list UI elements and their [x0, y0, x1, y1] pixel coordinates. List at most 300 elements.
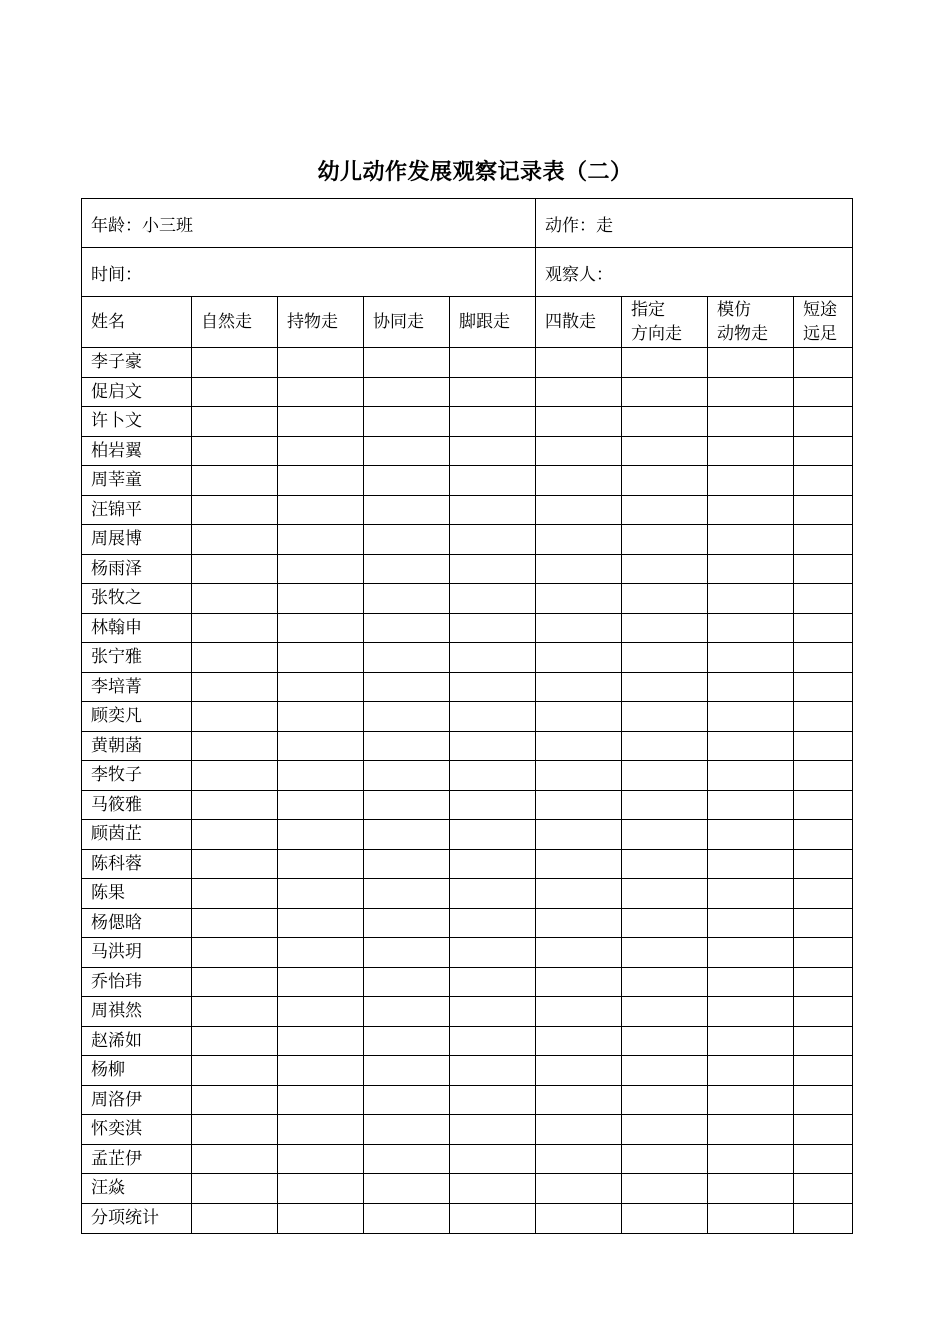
record-cell[interactable]	[708, 702, 794, 732]
record-cell[interactable]	[536, 584, 622, 614]
record-cell[interactable]	[622, 702, 708, 732]
record-cell[interactable]	[364, 495, 450, 525]
record-cell[interactable]	[794, 436, 853, 466]
student-name: 顾茵芷	[82, 820, 192, 850]
record-cell[interactable]	[708, 1144, 794, 1174]
summary-cell[interactable]	[536, 1203, 622, 1233]
record-cell[interactable]	[708, 1026, 794, 1056]
table-row	[82, 672, 853, 702]
record-cell[interactable]	[536, 1144, 622, 1174]
record-cell[interactable]	[192, 525, 278, 555]
record-cell[interactable]	[536, 849, 622, 879]
table-row	[82, 1026, 853, 1056]
record-cell[interactable]	[278, 672, 364, 702]
record-cell[interactable]	[794, 1144, 853, 1174]
record-cell[interactable]	[278, 849, 364, 879]
record-cell[interactable]	[794, 997, 853, 1027]
header-directed-walk-line-1: 指定	[631, 300, 666, 320]
record-cell[interactable]	[450, 1085, 536, 1115]
record-cell[interactable]	[278, 584, 364, 614]
record-cell[interactable]	[192, 1085, 278, 1115]
record-cell[interactable]	[450, 466, 536, 496]
record-cell[interactable]	[364, 908, 450, 938]
table-row	[82, 643, 853, 673]
record-cell[interactable]	[536, 377, 622, 407]
record-cell[interactable]	[364, 466, 450, 496]
record-cell[interactable]	[278, 731, 364, 761]
student-name: 汪焱	[82, 1174, 192, 1204]
record-cell[interactable]	[536, 908, 622, 938]
record-cell[interactable]	[794, 790, 853, 820]
record-cell[interactable]	[622, 643, 708, 673]
student-name: 马洪玥	[82, 938, 192, 968]
record-cell[interactable]	[622, 908, 708, 938]
record-cell[interactable]	[364, 790, 450, 820]
record-cell[interactable]	[450, 967, 536, 997]
table-row	[82, 997, 853, 1027]
record-cell[interactable]	[364, 849, 450, 879]
student-name: 周祺然	[82, 997, 192, 1027]
record-cell[interactable]	[536, 997, 622, 1027]
record-cell[interactable]	[450, 407, 536, 437]
record-cell[interactable]	[708, 348, 794, 378]
record-cell[interactable]	[622, 672, 708, 702]
record-cell[interactable]	[622, 1174, 708, 1204]
record-cell[interactable]	[364, 702, 450, 732]
record-cell[interactable]	[622, 997, 708, 1027]
record-cell[interactable]	[450, 702, 536, 732]
record-cell[interactable]	[450, 584, 536, 614]
record-cell[interactable]	[364, 584, 450, 614]
record-cell[interactable]	[450, 1115, 536, 1145]
record-cell[interactable]	[622, 525, 708, 555]
record-cell[interactable]	[622, 613, 708, 643]
record-cell[interactable]	[536, 672, 622, 702]
record-cell[interactable]	[278, 554, 364, 584]
record-cell[interactable]	[364, 672, 450, 702]
record-cell[interactable]	[708, 820, 794, 850]
record-cell[interactable]	[622, 938, 708, 968]
record-cell[interactable]	[278, 495, 364, 525]
record-cell[interactable]	[708, 997, 794, 1027]
record-cell[interactable]	[622, 1085, 708, 1115]
record-cell[interactable]	[708, 436, 794, 466]
record-cell[interactable]	[536, 525, 622, 555]
record-cell[interactable]	[450, 672, 536, 702]
record-cell[interactable]	[450, 761, 536, 791]
record-cell[interactable]	[708, 849, 794, 879]
observer-cell	[536, 248, 853, 297]
record-cell[interactable]	[794, 1026, 853, 1056]
record-cell[interactable]	[794, 495, 853, 525]
student-name: 乔怡玮	[82, 967, 192, 997]
record-cell[interactable]	[536, 436, 622, 466]
record-cell[interactable]	[536, 1115, 622, 1145]
table-row	[82, 1144, 853, 1174]
record-cell[interactable]	[794, 938, 853, 968]
action-label: 动作：	[545, 215, 597, 236]
record-cell[interactable]	[450, 525, 536, 555]
record-cell[interactable]	[536, 790, 622, 820]
record-cell[interactable]	[278, 436, 364, 466]
record-cell[interactable]	[364, 731, 450, 761]
record-cell[interactable]	[364, 436, 450, 466]
summary-cell[interactable]	[192, 1203, 278, 1233]
page-title: 幼儿动作发展观察记录表（二）	[317, 159, 633, 185]
table-row	[82, 702, 853, 732]
table-row	[82, 1056, 853, 1086]
record-cell[interactable]	[192, 1026, 278, 1056]
record-cell[interactable]	[536, 613, 622, 643]
record-cell[interactable]	[622, 377, 708, 407]
record-cell[interactable]	[192, 790, 278, 820]
record-cell[interactable]	[192, 672, 278, 702]
record-cell[interactable]	[278, 1144, 364, 1174]
record-cell[interactable]	[622, 584, 708, 614]
record-cell[interactable]	[192, 554, 278, 584]
record-cell[interactable]	[622, 790, 708, 820]
record-cell[interactable]	[278, 938, 364, 968]
summary-cell[interactable]	[364, 1203, 450, 1233]
record-cell[interactable]	[278, 466, 364, 496]
record-cell[interactable]	[536, 820, 622, 850]
record-cell[interactable]	[364, 1026, 450, 1056]
record-cell[interactable]	[364, 997, 450, 1027]
student-name: 张宁雅	[82, 643, 192, 673]
table-row	[82, 436, 853, 466]
record-cell[interactable]	[794, 879, 853, 909]
record-cell[interactable]	[536, 731, 622, 761]
record-cell[interactable]	[622, 466, 708, 496]
record-cell[interactable]	[192, 1056, 278, 1086]
record-cell[interactable]	[622, 1026, 708, 1056]
student-name: 赵浠如	[82, 1026, 192, 1056]
record-cell[interactable]	[708, 613, 794, 643]
student-name: 孟芷伊	[82, 1144, 192, 1174]
record-cell[interactable]	[450, 849, 536, 879]
record-cell[interactable]	[450, 731, 536, 761]
record-cell[interactable]	[192, 908, 278, 938]
record-cell[interactable]	[278, 1115, 364, 1145]
summary-cell[interactable]	[708, 1203, 794, 1233]
record-cell[interactable]	[278, 525, 364, 555]
record-cell[interactable]	[192, 643, 278, 673]
record-cell[interactable]	[364, 377, 450, 407]
record-cell[interactable]	[278, 348, 364, 378]
record-cell[interactable]	[192, 938, 278, 968]
summary-cell[interactable]	[278, 1203, 364, 1233]
record-cell[interactable]	[192, 613, 278, 643]
record-cell[interactable]	[450, 790, 536, 820]
record-cell[interactable]	[364, 879, 450, 909]
record-cell[interactable]	[794, 702, 853, 732]
column-header-row	[82, 297, 853, 348]
record-cell[interactable]	[708, 466, 794, 496]
record-cell[interactable]	[536, 879, 622, 909]
table-row	[82, 938, 853, 968]
record-cell[interactable]	[364, 1144, 450, 1174]
record-cell[interactable]	[536, 495, 622, 525]
record-cell[interactable]	[364, 761, 450, 791]
record-cell[interactable]	[708, 938, 794, 968]
record-cell[interactable]	[536, 643, 622, 673]
record-cell[interactable]	[192, 731, 278, 761]
header-carry-walk: 持物走	[278, 297, 364, 348]
record-cell[interactable]	[192, 495, 278, 525]
table-row	[82, 584, 853, 614]
record-cell[interactable]	[794, 820, 853, 850]
record-cell[interactable]	[192, 348, 278, 378]
record-cell[interactable]	[536, 761, 622, 791]
summary-label: 分项统计	[82, 1203, 192, 1233]
record-cell[interactable]	[192, 967, 278, 997]
record-cell[interactable]	[192, 1115, 278, 1145]
record-cell[interactable]	[450, 820, 536, 850]
record-cell[interactable]	[278, 1085, 364, 1115]
record-cell[interactable]	[278, 967, 364, 997]
record-cell[interactable]	[622, 879, 708, 909]
record-cell[interactable]	[794, 967, 853, 997]
table-row	[82, 348, 853, 378]
header-animal-walk-line-1: 模仿	[717, 300, 752, 320]
record-cell[interactable]	[450, 495, 536, 525]
table-row	[82, 731, 853, 761]
record-cell[interactable]	[708, 1174, 794, 1204]
header-animal-walk	[708, 297, 794, 348]
record-cell[interactable]	[364, 643, 450, 673]
student-name: 林翰申	[82, 613, 192, 643]
record-cell[interactable]	[708, 1085, 794, 1115]
record-cell[interactable]	[278, 1174, 364, 1204]
student-name: 周莘童	[82, 466, 192, 496]
age-cell	[82, 199, 536, 248]
record-cell[interactable]	[278, 820, 364, 850]
record-cell[interactable]	[708, 643, 794, 673]
record-cell[interactable]	[622, 967, 708, 997]
record-cell[interactable]	[708, 1056, 794, 1086]
record-cell[interactable]	[450, 938, 536, 968]
record-cell[interactable]	[622, 407, 708, 437]
record-cell[interactable]	[450, 436, 536, 466]
record-cell[interactable]	[708, 525, 794, 555]
table-row	[82, 1174, 853, 1204]
record-cell[interactable]	[794, 525, 853, 555]
record-cell[interactable]	[794, 407, 853, 437]
record-cell[interactable]	[450, 1026, 536, 1056]
summary-cell[interactable]	[622, 1203, 708, 1233]
record-cell[interactable]	[622, 731, 708, 761]
student-name: 李牧子	[82, 761, 192, 791]
record-cell[interactable]	[450, 1174, 536, 1204]
record-cell[interactable]	[278, 407, 364, 437]
record-cell[interactable]	[708, 584, 794, 614]
record-cell[interactable]	[364, 407, 450, 437]
record-cell[interactable]	[794, 908, 853, 938]
record-cell[interactable]	[450, 908, 536, 938]
header-short-hike	[794, 297, 853, 348]
record-cell[interactable]	[536, 1174, 622, 1204]
summary-cell[interactable]	[794, 1203, 853, 1233]
record-cell[interactable]	[192, 879, 278, 909]
record-cell[interactable]	[364, 1174, 450, 1204]
record-cell[interactable]	[192, 466, 278, 496]
record-cell[interactable]	[536, 967, 622, 997]
record-cell[interactable]	[192, 820, 278, 850]
record-cell[interactable]	[536, 1085, 622, 1115]
header-natural-walk: 自然走	[192, 297, 278, 348]
record-cell[interactable]	[192, 584, 278, 614]
record-cell[interactable]	[364, 938, 450, 968]
table-row	[82, 613, 853, 643]
record-cell[interactable]	[794, 1085, 853, 1115]
record-cell[interactable]	[708, 790, 794, 820]
record-cell[interactable]	[192, 849, 278, 879]
record-cell[interactable]	[364, 967, 450, 997]
record-cell[interactable]	[450, 997, 536, 1027]
record-cell[interactable]	[450, 377, 536, 407]
record-cell[interactable]	[794, 731, 853, 761]
record-cell[interactable]	[364, 613, 450, 643]
record-cell[interactable]	[794, 1115, 853, 1145]
student-name: 杨偲晗	[82, 908, 192, 938]
header-short-hike-line-1: 短途	[803, 300, 838, 320]
record-cell[interactable]	[708, 967, 794, 997]
record-cell[interactable]	[364, 1056, 450, 1086]
record-cell[interactable]	[192, 1174, 278, 1204]
header-name: 姓名	[82, 297, 192, 348]
record-cell[interactable]	[364, 525, 450, 555]
record-cell[interactable]	[450, 643, 536, 673]
record-cell[interactable]	[364, 1115, 450, 1145]
action-cell	[536, 199, 853, 248]
record-cell[interactable]	[450, 554, 536, 584]
record-cell[interactable]	[708, 495, 794, 525]
record-cell[interactable]	[794, 643, 853, 673]
action-value: 走	[596, 215, 614, 236]
record-cell[interactable]	[536, 938, 622, 968]
record-cell[interactable]	[622, 348, 708, 378]
record-cell[interactable]	[536, 348, 622, 378]
record-cell[interactable]	[278, 761, 364, 791]
student-name: 汪锦平	[82, 495, 192, 525]
record-cell[interactable]	[794, 849, 853, 879]
record-cell[interactable]	[794, 1174, 853, 1204]
record-cell[interactable]	[278, 702, 364, 732]
student-name: 许卜文	[82, 407, 192, 437]
summary-row	[82, 1203, 853, 1233]
record-cell[interactable]	[794, 1056, 853, 1086]
record-cell[interactable]	[708, 761, 794, 791]
record-cell[interactable]	[450, 348, 536, 378]
record-cell[interactable]	[364, 554, 450, 584]
table-row	[82, 967, 853, 997]
student-name: 黄朝菡	[82, 731, 192, 761]
record-cell[interactable]	[794, 761, 853, 791]
record-cell[interactable]	[364, 1085, 450, 1115]
record-cell[interactable]	[708, 672, 794, 702]
record-cell[interactable]	[278, 790, 364, 820]
student-name: 陈科蓉	[82, 849, 192, 879]
record-cell[interactable]	[708, 908, 794, 938]
record-cell[interactable]	[450, 1144, 536, 1174]
table-row	[82, 525, 853, 555]
student-name: 柏岩翼	[82, 436, 192, 466]
student-name: 怀奕淇	[82, 1115, 192, 1145]
record-cell[interactable]	[536, 702, 622, 732]
record-cell[interactable]	[708, 731, 794, 761]
record-cell[interactable]	[278, 643, 364, 673]
record-cell[interactable]	[708, 879, 794, 909]
record-cell[interactable]	[278, 377, 364, 407]
record-cell[interactable]	[794, 613, 853, 643]
record-cell[interactable]	[192, 702, 278, 732]
time-label: 时间：	[91, 264, 142, 285]
record-cell[interactable]	[278, 1026, 364, 1056]
record-cell[interactable]	[794, 554, 853, 584]
record-cell[interactable]	[708, 554, 794, 584]
summary-cell[interactable]	[450, 1203, 536, 1233]
record-cell[interactable]	[450, 879, 536, 909]
header-animal-walk-line-2: 动物走	[717, 324, 769, 344]
record-cell[interactable]	[536, 407, 622, 437]
record-cell[interactable]	[794, 466, 853, 496]
record-cell[interactable]	[192, 436, 278, 466]
record-cell[interactable]	[536, 554, 622, 584]
record-cell[interactable]	[794, 377, 853, 407]
record-cell[interactable]	[192, 377, 278, 407]
record-cell[interactable]	[450, 1056, 536, 1086]
record-cell[interactable]	[364, 348, 450, 378]
record-cell[interactable]	[192, 761, 278, 791]
record-cell[interactable]	[794, 584, 853, 614]
record-cell[interactable]	[278, 908, 364, 938]
student-name: 李子豪	[82, 348, 192, 378]
record-cell[interactable]	[364, 820, 450, 850]
record-cell[interactable]	[622, 436, 708, 466]
record-cell[interactable]	[622, 820, 708, 850]
table-row	[82, 761, 853, 791]
record-cell[interactable]	[450, 613, 536, 643]
record-cell[interactable]	[708, 407, 794, 437]
record-cell[interactable]	[622, 761, 708, 791]
record-cell[interactable]	[192, 407, 278, 437]
record-cell[interactable]	[192, 997, 278, 1027]
record-cell[interactable]	[278, 1056, 364, 1086]
table-row	[82, 554, 853, 584]
record-cell[interactable]	[278, 879, 364, 909]
header-heel-walk: 脚跟走	[450, 297, 536, 348]
record-cell[interactable]	[536, 466, 622, 496]
record-cell[interactable]	[192, 1144, 278, 1174]
student-name: 陈果	[82, 879, 192, 909]
record-cell[interactable]	[622, 1144, 708, 1174]
record-cell[interactable]	[622, 554, 708, 584]
record-cell[interactable]	[622, 495, 708, 525]
record-cell[interactable]	[794, 348, 853, 378]
header-together-walk: 协同走	[364, 297, 450, 348]
record-cell[interactable]	[794, 672, 853, 702]
record-cell[interactable]	[708, 1115, 794, 1145]
record-cell[interactable]	[536, 1026, 622, 1056]
record-cell[interactable]	[536, 1056, 622, 1086]
record-cell[interactable]	[622, 849, 708, 879]
record-cell[interactable]	[622, 1056, 708, 1086]
record-cell[interactable]	[278, 613, 364, 643]
student-name: 杨柳	[82, 1056, 192, 1086]
record-cell[interactable]	[278, 997, 364, 1027]
record-cell[interactable]	[622, 1115, 708, 1145]
record-cell[interactable]	[708, 377, 794, 407]
